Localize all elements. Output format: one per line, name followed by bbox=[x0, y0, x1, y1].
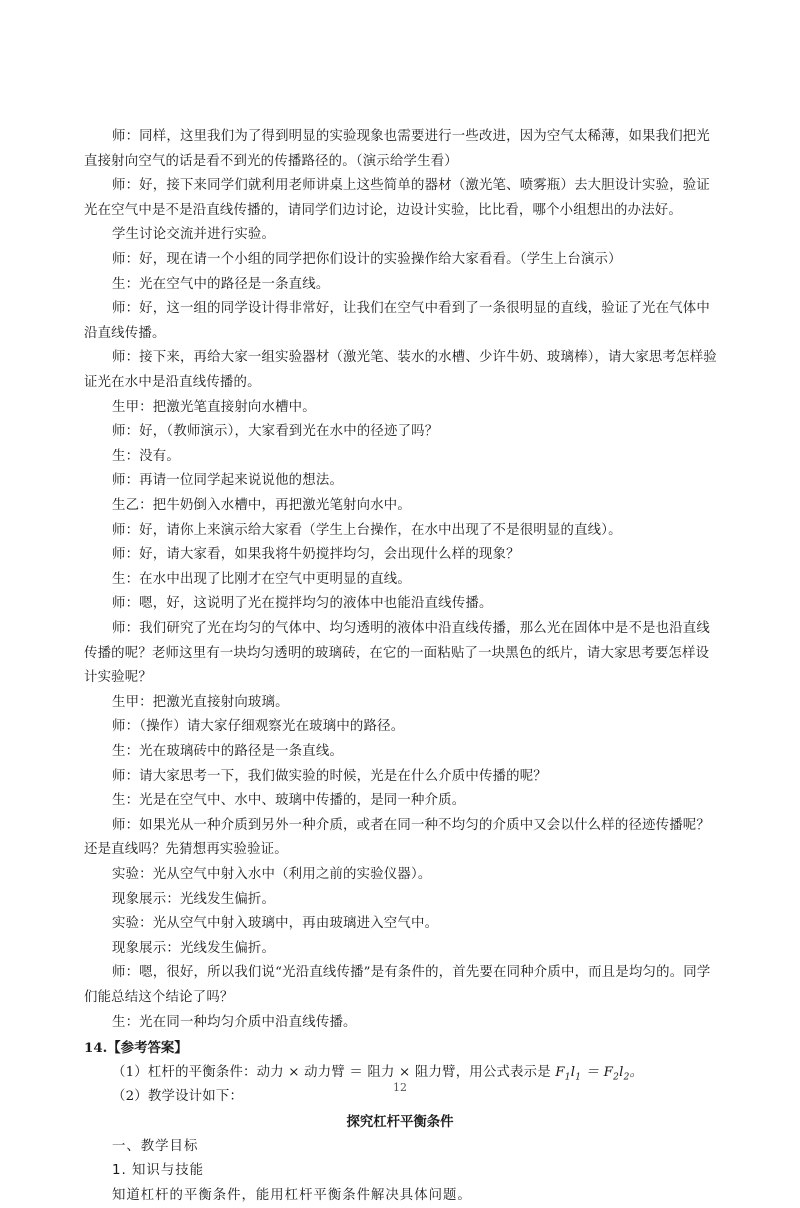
answer-1-text: （1）杠杆的平衡条件：动力 × 动力臂 ＝ 阻力 × 阻力臂，用公式表示是 bbox=[112, 1064, 556, 1080]
paragraph: 师：接下来，再给大家一组实验器材（激光笔、装水的水槽、少许牛奶、玻璃棒），请大家思考怎样验证光在水中是沿直线传播的。 bbox=[84, 350, 717, 390]
formula: $F_1l_1 = F_2l_2$。 bbox=[555, 1064, 644, 1083]
paragraph: 师：嗯，很好，所以我们说“光沿直线传播”是有条件的，首先要在同种介质中，而且是均匀的。同学们能总结这个结论了吗？ bbox=[84, 965, 711, 1005]
paragraph: 师：好，请你上来演示给大家看（学生上台操作，在水中出现了不是很明显的直线）。 bbox=[112, 522, 622, 538]
paragraph: 师：请大家思考一下，我们做实验的时候，光是在什么介质中传播的呢？ bbox=[112, 768, 547, 784]
paragraph: 师：好，请大家看，如果我将牛奶搅拌均匀，会出现什么样的现象？ bbox=[112, 547, 520, 563]
paragraph: 师：好，现在请一个小组的同学把你们设计的实验操作给大家看看。（学生上台演示） bbox=[112, 252, 622, 267]
answer-heading: 14.【参考答案】 bbox=[84, 1040, 188, 1057]
paragraph: 生：光是在空气中、水中、玻璃中传播的，是同一种介质。 bbox=[112, 793, 466, 809]
paragraph: 生：在水中出现了比刚才在空气中更明显的直线。 bbox=[112, 571, 411, 587]
subsection-heading: 1. 知识与技能 bbox=[112, 1163, 204, 1179]
paragraph: 师：我们研究了光在均匀的气体中、均匀透明的液体中沿直线传播，那么光在固体中是不是也沿直线传播的呢？老师这里有一块均匀透明的玻璃砖，在它的一面粘贴了一块黑色的纸片，请大家思考要怎样设计实验呢？ bbox=[84, 621, 710, 686]
paragraph: 学生讨论交流并进行实验。 bbox=[112, 227, 276, 243]
paragraph: 现象展示：光线发生偏折。 bbox=[112, 891, 276, 907]
paragraph: 师：好，这一组的同学设计得非常好，让我们在空气中看到了一条很明显的直线，验证了光在气体中沿直线传播。 bbox=[84, 301, 710, 341]
page-number: 12 bbox=[393, 1081, 407, 1094]
paragraph: 师：好，（教师演示），大家看到光在水中的径迹了吗？ bbox=[112, 424, 439, 440]
paragraph: 实验：光从空气中射入玻璃中，再由玻璃进入空气中。 bbox=[112, 916, 439, 932]
objective-text: 知道杠杆的平衡条件，能用杠杆平衡条件解决具体问题。 bbox=[112, 1187, 472, 1203]
paragraph: 师：如果光从一种介质到另外一种介质，或者在同一种不均匀的介质中又会以什么样的径迹传播呢？还是直线吗？先猜想再实验验证。 bbox=[84, 817, 710, 858]
paragraph: 师：再请一位同学起来说说他的想法。 bbox=[112, 473, 344, 489]
paragraph: 生甲：把激光笔直接射向水槽中。 bbox=[112, 399, 316, 415]
design-title: 探究杠杆平衡条件 bbox=[346, 1114, 454, 1130]
paragraph: 生：光在同一种均匀介质中沿直线传播。 bbox=[112, 1014, 357, 1030]
paragraph: 师：嗯，好，这说明了光在搅拌均匀的液体中也能沿直线传播。 bbox=[112, 596, 493, 612]
paragraph: 实验：光从空气中射入水中（利用之前的实验仪器）。 bbox=[112, 867, 432, 882]
paragraph: 生乙：把牛奶倒入水槽中，再把激光笔射向水中。 bbox=[112, 498, 411, 513]
paragraph: 生：光在玻璃砖中的路径是一条直线。 bbox=[112, 744, 344, 759]
paragraph: 生：没有。 bbox=[112, 448, 180, 464]
paragraph: 师：（操作）请大家仔细观察光在玻璃中的路径。 bbox=[112, 719, 405, 735]
paragraph: 生甲：把激光直接射向玻璃。 bbox=[112, 694, 289, 710]
paragraph: 现象展示：光线发生偏折。 bbox=[112, 940, 276, 956]
paragraph: 师：同样，这里我们为了得到明显的实验现象也需要进行一些改进，因为空气太稀薄，如果我们把光直接射向空气的话是看不到光的传播路径的。（演示给学生看） bbox=[84, 129, 710, 169]
paragraph: 生：光在空气中的路径是一条直线。 bbox=[112, 276, 330, 292]
paragraph: 师：好，接下来同学们就利用老师讲桌上这些简单的器材（激光笔、喷雾瓶）去大胆设计实验，验证光在空气中是不是沿直线传播的，请同学们边讨论，边设计实验，比比看，哪个小组想出的办法好。 bbox=[84, 178, 710, 218]
section-heading: 一、教学目标 bbox=[112, 1138, 199, 1154]
answer-2: （2）教学设计如下： bbox=[112, 1089, 244, 1105]
